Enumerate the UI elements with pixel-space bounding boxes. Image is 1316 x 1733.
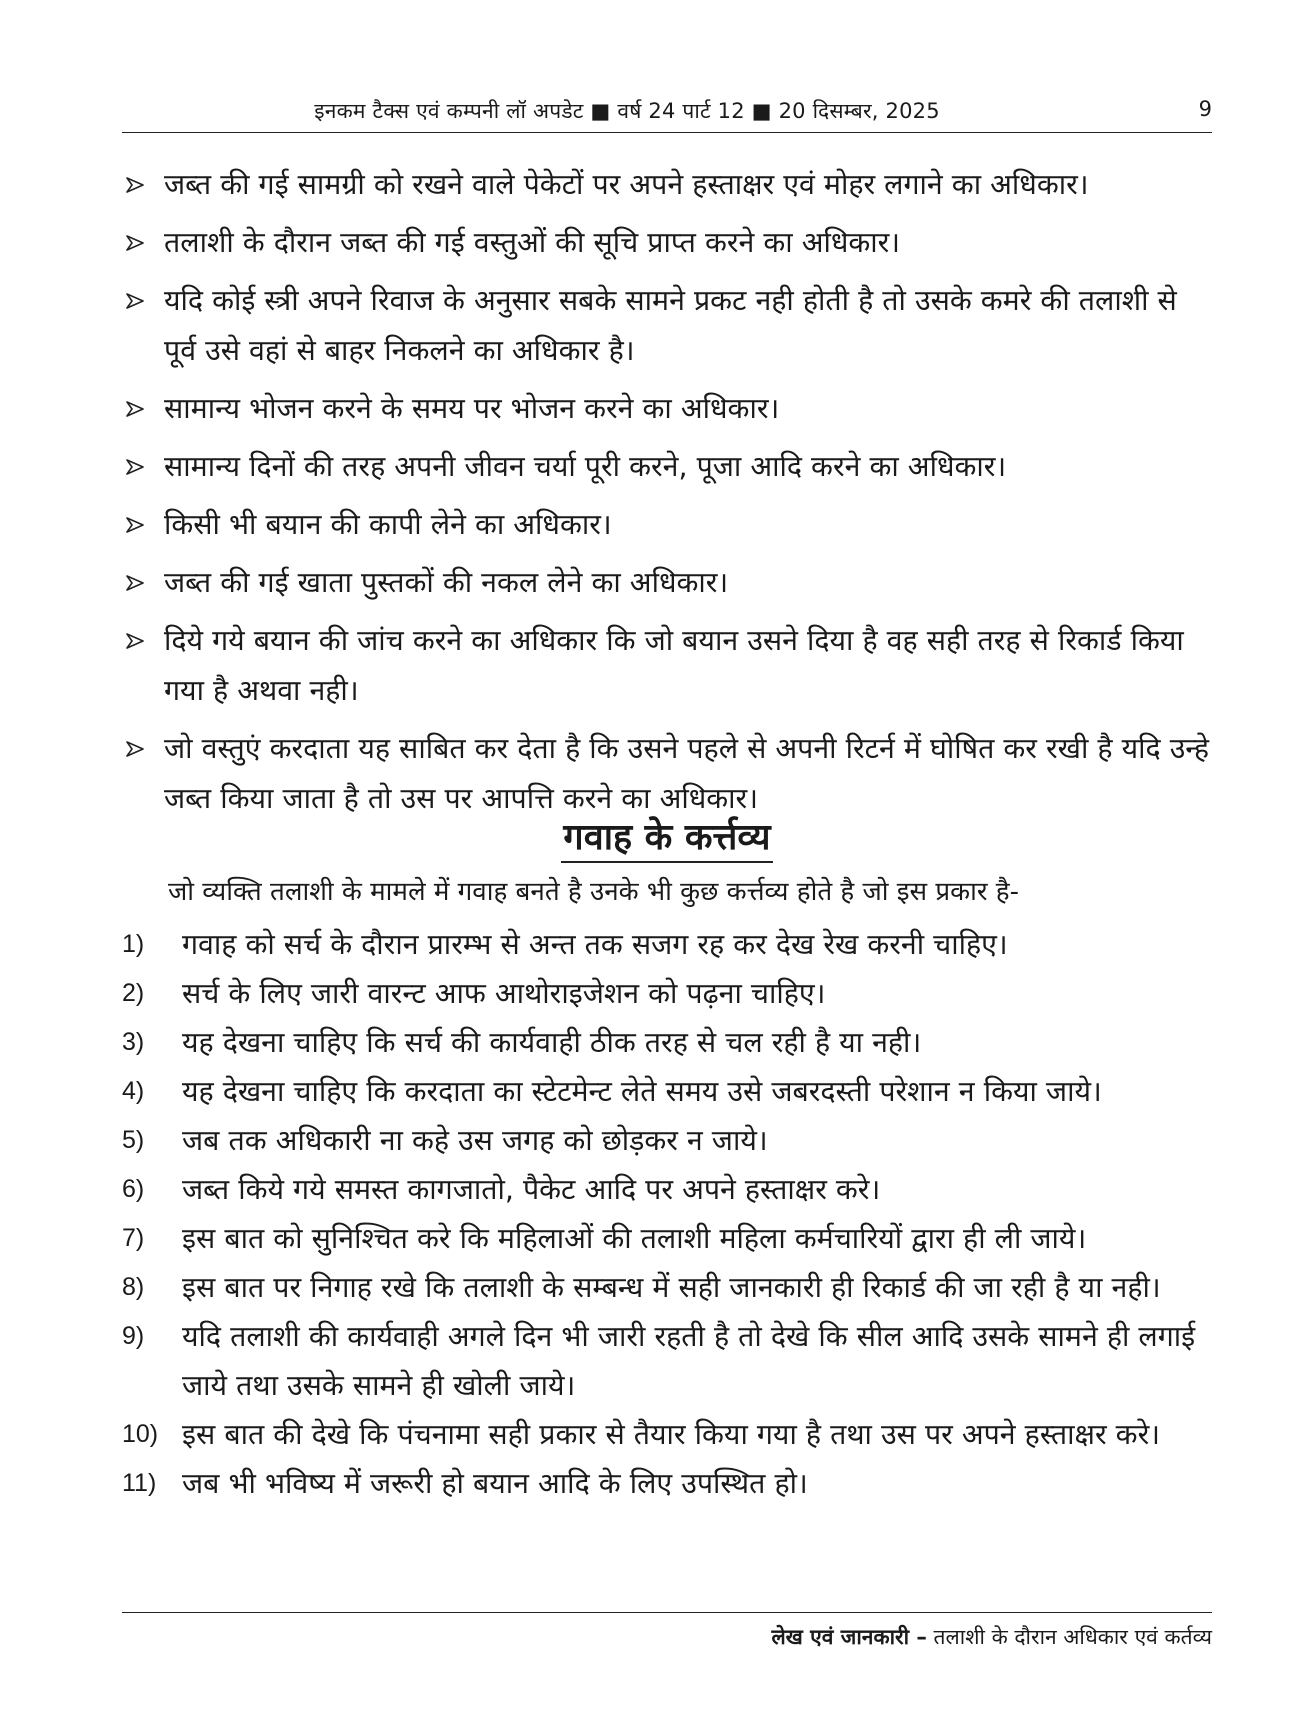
- footer-label: लेख एवं जानकारी –: [771, 1625, 927, 1649]
- duties-list-number: 7): [122, 1224, 145, 1252]
- rights-list-item: [122, 558, 1212, 608]
- duties-list-item-text: इस बात को सुनिश्चित करे कि महिलाओं की तलाशी महिला कर्मचारियों द्वारा ही ली जाये।: [182, 1222, 1087, 1255]
- arrowhead-bullet-icon: [122, 558, 148, 608]
- header-title: इनकम टैक्स एवं कम्पनी लॉ अपडेट ■ वर्ष 24 पार्ट 12 ■ 20 दिसम्बर, 2025: [314, 99, 940, 123]
- arrowhead-bullet-icon: [122, 616, 148, 666]
- duties-list: [122, 920, 1212, 1508]
- arrowhead-bullet-icon: [122, 500, 148, 550]
- duties-list-item: [122, 1067, 1212, 1116]
- duties-list-item: [122, 1312, 1212, 1410]
- duties-list-item: [122, 1116, 1212, 1165]
- duties-list-item-text: यदि तलाशी की कार्यवाही अगले दिन भी जारी रहती है तो देखे कि सील आदि उसके सामने ही लगाई जाये तथा उसके सामने ही खोली जाये।: [182, 1320, 1196, 1402]
- duties-list-number: 1): [122, 930, 145, 958]
- arrowhead-bullet-icon: [122, 724, 148, 774]
- duties-list-number: 8): [122, 1273, 145, 1301]
- duties-list-item: [122, 1410, 1212, 1459]
- rights-list-item: [122, 500, 1212, 550]
- footer-title: तलाशी के दौरान अधिकार एवं कर्तव्य: [933, 1625, 1212, 1649]
- header-rule: [122, 132, 1212, 133]
- duties-list-item-text: इस बात पर निगाह रखे कि तलाशी के सम्बन्ध में सही जानकारी ही रिकार्ड की जा रही है या नही।: [182, 1271, 1161, 1304]
- duties-list-item-text: गवाह को सर्च के दौरान प्रारम्भ से अन्त तक सजग रह कर देख रेख करनी चाहिए।: [182, 928, 1008, 961]
- duties-list-item-text: यह देखना चाहिए कि करदाता का स्टेटमेन्ट लेते समय उसे जबरदस्ती परेशान न किया जाये।: [182, 1075, 1102, 1108]
- duties-list-item-text: जब्त किये गये समस्त कागजातो, पैकेट आदि पर अपने हस्ताक्षर करे।: [182, 1173, 881, 1206]
- rights-list-item-text: तलाशी के दौरान जब्त की गई वस्तुओं की सूचि प्राप्त करने का अधिकार।: [164, 226, 901, 259]
- rights-list-item: [122, 616, 1212, 716]
- rights-list-item: [122, 276, 1212, 376]
- duties-list-item: [122, 1165, 1212, 1214]
- duties-list-item: [122, 1459, 1212, 1508]
- rights-list-item-text: यदि कोई स्त्री अपने रिवाज के अनुसार सबके सामने प्रकट नही होती है तो उसके कमरे की तलाशी से पूर्व उसे वहां से बाहर निकलने का अधिकार है।: [164, 284, 1177, 367]
- duties-list-item-text: इस बात की देखे कि पंचनामा सही प्रकार से तैयार किया गया है तथा उस पर अपने हस्ताक्षर करे।: [182, 1418, 1161, 1451]
- duties-list-item: [122, 920, 1212, 969]
- section-heading: [122, 815, 1212, 863]
- rights-list-item-text: जब्त की गई सामग्री को रखने वाले पेकेटों पर अपने हस्ताक्षर एवं मोहर लगाने का अधिकार।: [164, 168, 1089, 201]
- rights-list-item-text: जो वस्तुएं करदाता यह साबित कर देता है कि उसने पहले से अपनी रिटर्न में घोषित कर रखी है यदि उन्हे जब्त किया जाता है तो उस पर आपत्ति करने का अधिकार।: [164, 732, 1209, 815]
- duties-list-item: [122, 1018, 1212, 1067]
- duties-list-item: [122, 1214, 1212, 1263]
- duties-list-number: 9): [122, 1322, 145, 1350]
- rights-list-item-text: किसी भी बयान की कापी लेने का अधिकार।: [164, 508, 612, 541]
- footer-rule: [122, 1612, 1212, 1613]
- arrowhead-bullet-icon: [122, 160, 148, 210]
- duties-list-item-text: यह देखना चाहिए कि सर्च की कार्यवाही ठीक तरह से चल रही है या नही।: [182, 1026, 922, 1059]
- arrowhead-bullet-icon: [122, 442, 148, 492]
- rights-list-item: [122, 160, 1212, 210]
- duties-list-item-text: जब भी भविष्य में जरूरी हो बयान आदि के लिए उपस्थित हो।: [182, 1467, 808, 1500]
- arrowhead-bullet-icon: [122, 384, 148, 434]
- duties-list-number: 4): [122, 1077, 145, 1105]
- duties-list-item-text: जब तक अधिकारी ना कहे उस जगह को छोड़कर न जाये।: [182, 1124, 768, 1157]
- duties-list-number: 10): [122, 1420, 159, 1448]
- duties-list-number: 2): [122, 979, 145, 1007]
- rights-list-item-text: जब्त की गई खाता पुस्तकों की नकल लेने का अधिकार।: [164, 566, 729, 599]
- duties-list-number: 3): [122, 1028, 145, 1056]
- rights-list-item: [122, 724, 1212, 824]
- section-intro: जो व्यक्ति तलाशी के मामले में गवाह बनते है उनके भी कुछ कर्त्तव्य होते है जो इस प्रकार है-: [168, 877, 1019, 907]
- arrowhead-bullet-icon: [122, 218, 148, 268]
- rights-list-item-text: सामान्य भोजन करने के समय पर भोजन करने का अधिकार।: [164, 392, 780, 425]
- duties-list-number: 5): [122, 1126, 145, 1154]
- arrowhead-bullet-icon: [122, 276, 148, 326]
- page-number: 9: [1198, 97, 1212, 121]
- duties-list-number: 6): [122, 1175, 145, 1203]
- rights-list-item: [122, 442, 1212, 492]
- rights-list-item: [122, 218, 1212, 268]
- running-footer: [122, 1622, 1212, 1652]
- rights-list-item-text: सामान्य दिनों की तरह अपनी जीवन चर्या पूरी करने, पूजा आदि करने का अधिकार।: [164, 450, 1007, 483]
- rights-list-item-text: दिये गये बयान की जांच करने का अधिकार कि जो बयान उसने दिया है वह सही तरह से रिकार्ड किया गया है अथवा नही।: [164, 624, 1184, 707]
- section-heading-text: गवाह के कर्त्तव्य: [561, 815, 772, 863]
- duties-list-item: [122, 1263, 1212, 1312]
- rights-list-item: [122, 384, 1212, 434]
- duties-list-item: [122, 969, 1212, 1018]
- duties-list-item-text: सर्च के लिए जारी वारन्ट आफ आथोराइजेशन को पढ़ना चाहिए।: [182, 977, 826, 1010]
- rights-list: [122, 160, 1212, 832]
- duties-list-number: 11): [122, 1469, 157, 1497]
- running-header: [122, 95, 1212, 131]
